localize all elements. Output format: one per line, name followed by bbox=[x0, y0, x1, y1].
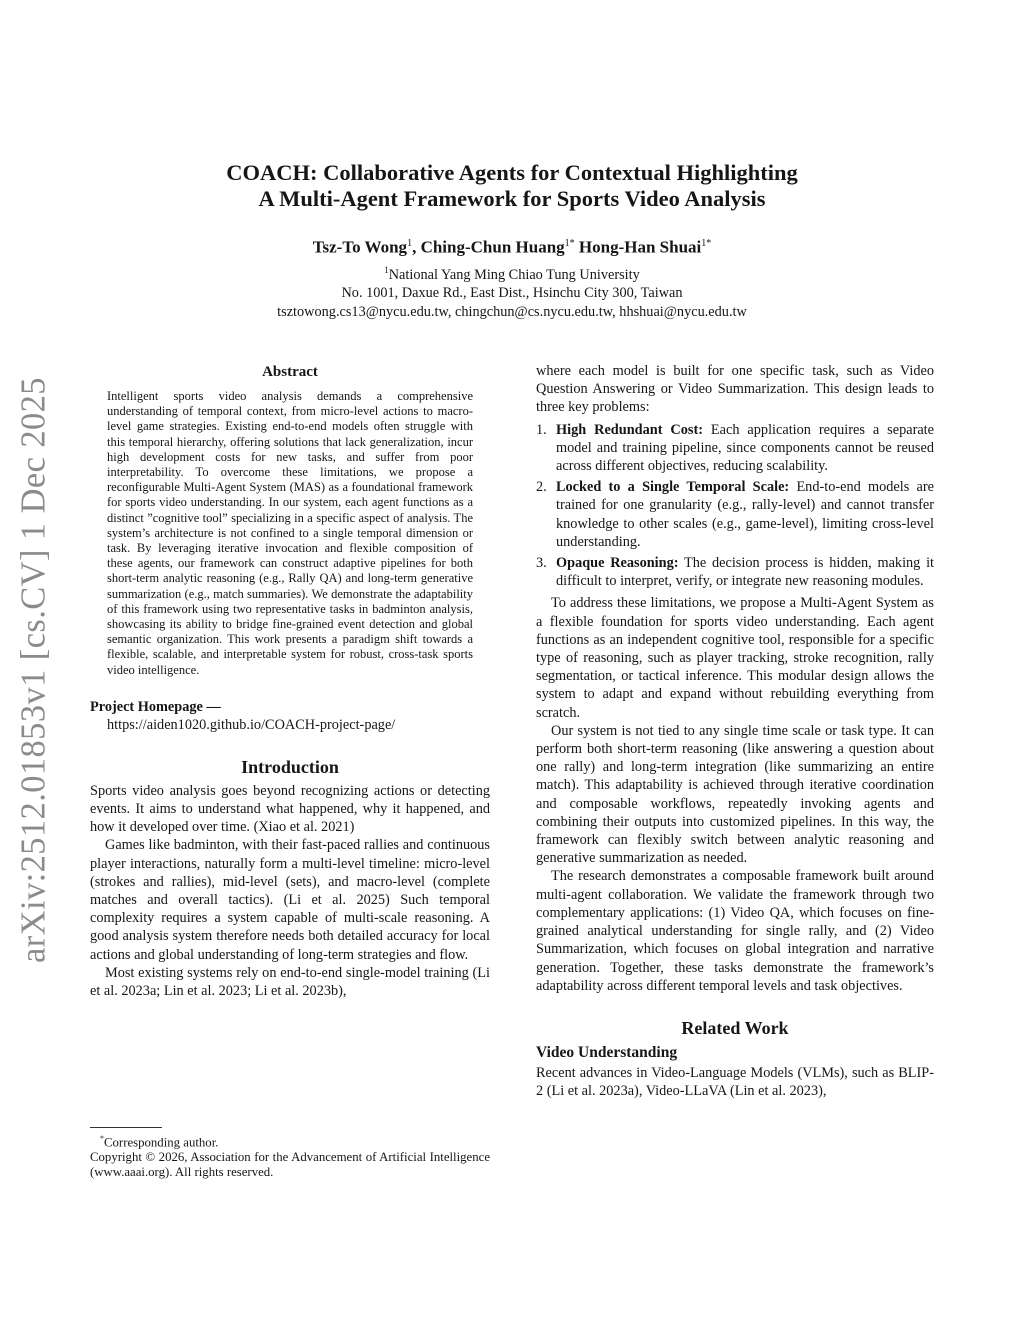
affiliation-address: No. 1001, Daxue Rd., East Dist., Hsinchu City 300, Taiwan bbox=[341, 285, 683, 302]
video-understanding-heading: Video Understanding bbox=[536, 1043, 678, 1061]
arxiv-identifier: arXiv:2512.01853v1 [cs.CV] 1 Dec 2025 bbox=[14, 377, 53, 963]
project-homepage-heading: Project Homepage — bbox=[90, 698, 221, 715]
intro-paragraph-1: Sports video analysis goes beyond recognizing actions or detecting events. It aims to understand what happened, why it happened, and how it developed over time. (Xiao et al. 2021) bbox=[90, 782, 490, 836]
footnote-area bbox=[90, 1127, 490, 1180]
abstract-text: Intelligent sports video analysis demands a comprehensive understanding of temporal context, from micro-level actions to macro-level game strategies. Existing end-to-end models often struggle with this temporal hierarchy, offering solutions that lack generalization, incur high development costs for new tasks, and suffer from poor interpretability. To overcome these limitations, we propose a reconfigurable Multi-Agent System (MAS) as a foundational framework for sports video understanding. In our system, each agent functions as a distinct ”cognitive tool” specializing in a specific aspect of analysis. The system’s architecture is not confined to a single temporal dimension or task. By leveraging iterative invocation and flexible composition of these agents, our framework can construct adaptive pipelines for both short-term analytic reasoning (e.g., Rally QA) and long-term generative summarization (e.g., match summaries). We demonstrate the adaptability of this framework using two representative tasks in badminton analysis, showcasing its ability to bridge fine-grained event detection and global semantic organization. This work presents a paradigm shift towards a flexible, scalable, and interpretable system for robust, cross-task sports video intelligence. bbox=[107, 389, 473, 677]
arxiv-sidebar bbox=[0, 377, 68, 963]
introduction-heading: Introduction bbox=[241, 756, 339, 777]
footnote-rule bbox=[90, 1127, 162, 1128]
author-name: Hong-Han Shuai bbox=[578, 237, 702, 257]
project-homepage-link[interactable]: https://aiden1020.github.io/COACH-project-page/ bbox=[107, 716, 396, 733]
intro-paragraph-2: Games like badminton, with their fast-paced rallies and continuous player interactions, naturally form a multi-level timeline: micro-level (strokes and rallies), mid-level (sets), and macro-level (complete matches and overall tactics). (Li et al. 2025) Such temporal complexity requires a system capable of multi-scale reasoning. A good analysis system therefore needs both detailed accuracy for local actions and global understanding of long-term strategies and flow. bbox=[90, 837, 490, 963]
affiliation-mark: 1 bbox=[384, 264, 389, 275]
paper-header bbox=[90, 160, 934, 322]
related-work-heading: Related Work bbox=[681, 1017, 789, 1038]
left-column bbox=[90, 362, 490, 1000]
author-mark: 1* bbox=[564, 238, 575, 249]
related-work-paragraph: Recent advances in Video-Language Models (VLMs), such as BLIP-2 (Li et al. 2023a), Video-LLaVA (Lin et al. 2023), bbox=[536, 1064, 934, 1100]
author-separator: , bbox=[412, 237, 421, 257]
author-mark: 1 bbox=[407, 238, 413, 249]
intro-continuation: where each model is built for one specific task, such as Video Question Answering or Video Summarization. This design leads to three key problems: bbox=[536, 363, 934, 416]
intro-paragraph-3: Most existing systems rely on end-to-end single-model training (Li et al. 2023a; Lin et al. 2023; Li et al. 2023b), bbox=[90, 964, 490, 1000]
right-column bbox=[536, 362, 934, 1100]
author-list bbox=[90, 234, 934, 258]
research-paragraph: The research demonstrates a composable framework built around multi-agent collaboration. We validate the framework through two complementary applications: (1) Video QA, which focuses on fine-grained analytical understanding for single rally, and (2) Video Summarization, which focuses on global integration and narrative generation. Together, these tasks demonstrate the framework’s adaptability across different temporal levels and task objectives. bbox=[536, 868, 934, 994]
time-scale-paragraph: Our system is not tied to any single time scale or task type. It can perform both short-term reasoning (like answering a question about one rally) and long-term integration (like summarizing an entire match). This adaptability is achieved through iterative coordination and composable workflows, repeatedly invoking agents and combining their outputs into customized pipelines. In this way, the framework can flexibly switch between analytic reasoning and generative summarization as needed. bbox=[536, 722, 934, 867]
problem-item: 2. Locked to a Single Temporal Scale: End-to-end models are trained for one granularity (e.g., rally-level) and cannot transfer knowledge to other scales (e.g., game-level), limiting cross-level understanding. bbox=[536, 479, 935, 550]
footnote-corresponding: *Corresponding author. bbox=[100, 1134, 219, 1150]
footnote-copyright: Copyright © 2026, Association for the Advancement of Artificial Intelligence (www.aaai.org). All rights reserved. bbox=[90, 1150, 490, 1180]
problem-list bbox=[536, 421, 934, 591]
abstract-heading: Abstract bbox=[262, 364, 318, 380]
author-mark: 1* bbox=[701, 238, 712, 249]
problem-item: 3. Opaque Reasoning: The decision process is hidden, making it difficult to interpret, verify, or integrate new reasoning modules. bbox=[536, 555, 935, 590]
paper-title-line-2: A Multi-Agent Framework for Sports Video Analysis bbox=[258, 186, 766, 211]
address-paragraph: To address these limitations, we propose a Multi-Agent System as a flexible foundation for sports video understanding. Each agent functions as an independent cognitive tool, responsible for a specific type of reasoning, such as player tracking, stroke recognition, rally segmentation, or tactical inference. This modular design allows the system to adapt and expand without rebuilding everything from scratch. bbox=[536, 595, 934, 721]
author-emails: tsztowong.cs13@nycu.edu.tw, chingchun@cs.nycu.edu.tw, hhshuai@nycu.edu.tw bbox=[277, 304, 747, 321]
paper-title-line-1: COACH: Collaborative Agents for Contextual Highlighting bbox=[226, 160, 798, 185]
problem-item: 1. High Redundant Cost: Each application requires a separate model and training pipeline, since components cannot be reused across different objectives, reducing scalability. bbox=[536, 421, 934, 475]
author-name: Tsz-To Wong bbox=[312, 237, 408, 257]
affiliation-institution: $^1$National Yang Ming Chiao Tung University bbox=[384, 264, 640, 283]
author-name: Ching-Chun Huang bbox=[420, 237, 565, 257]
